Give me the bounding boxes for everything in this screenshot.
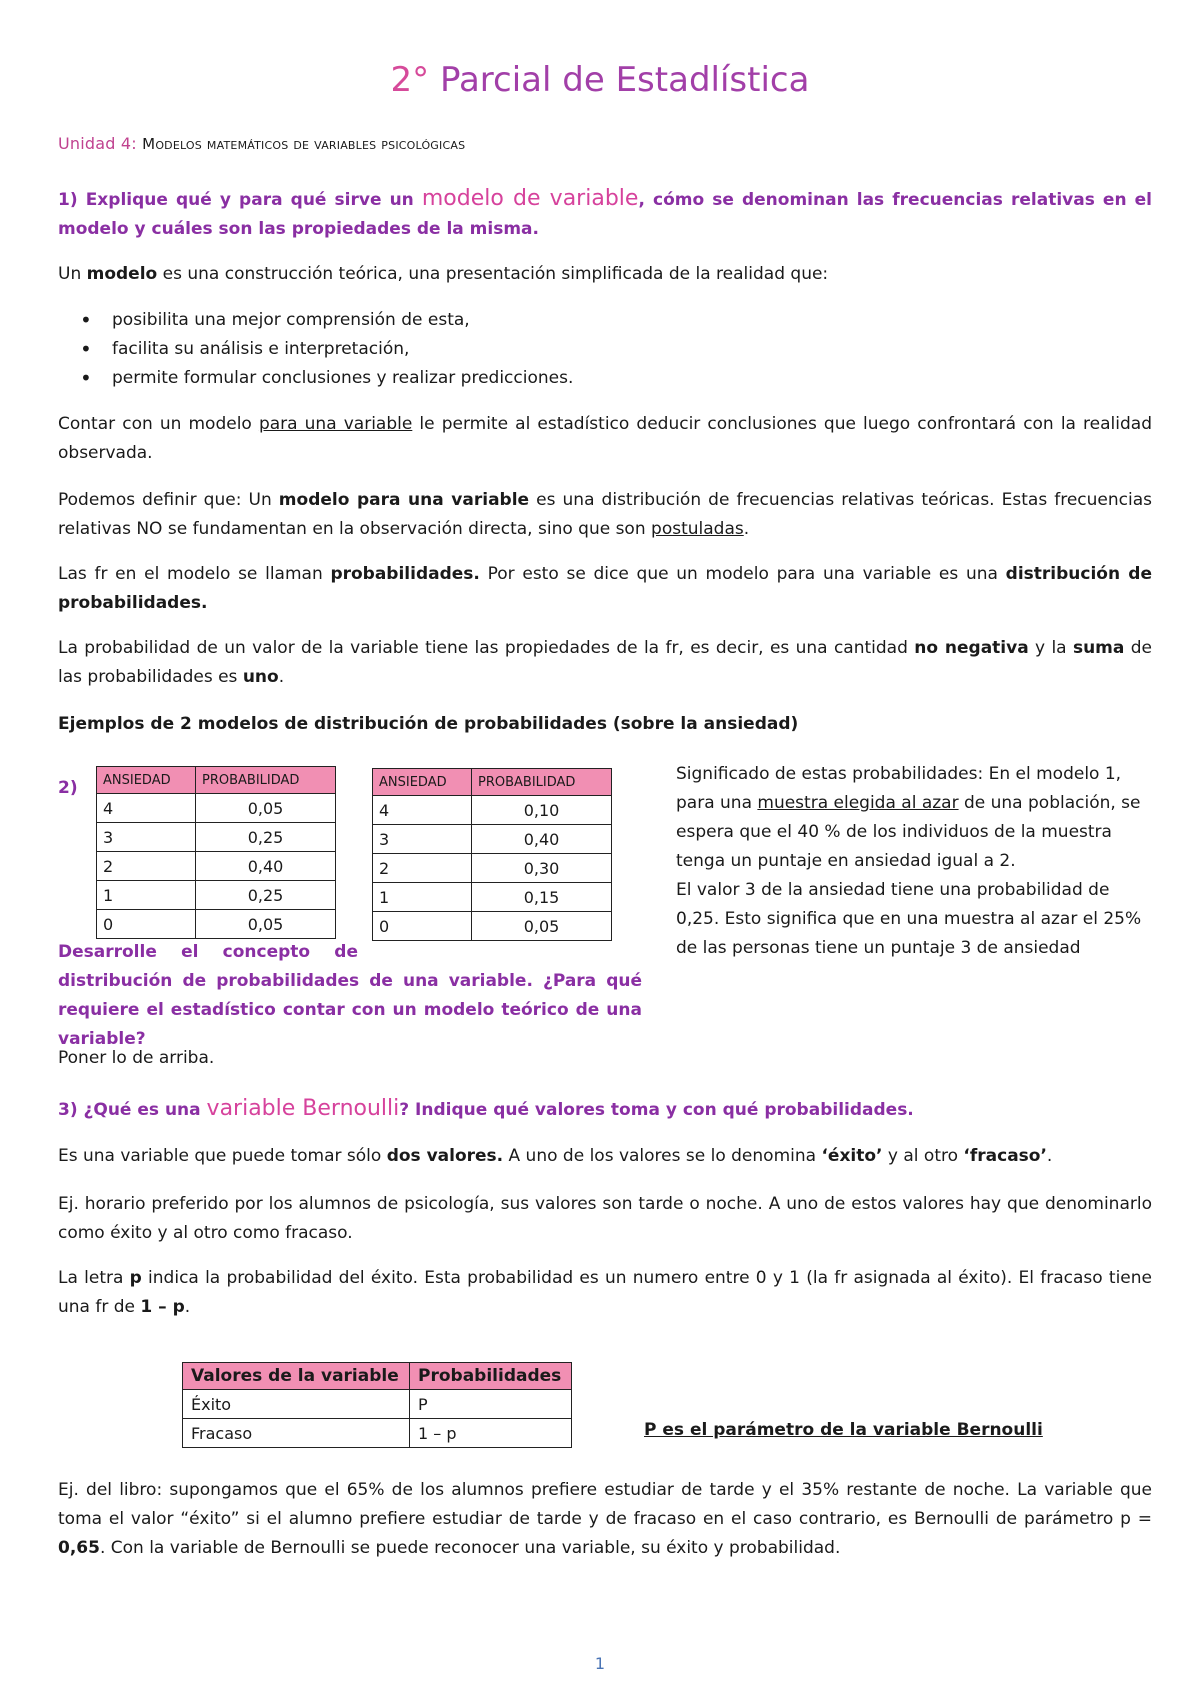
paragraph-properties: La probabilidad de un valor de la variable tiene las propiedades de la fr, es decir, es una cantidad no negativa y la suma de las probabilidades es uno. [58,638,1152,687]
table-row: 2 0,40 [97,852,336,881]
paragraph-bernoulli-definition: Es una variable que puede tomar sólo dos valores. A uno de los valores se lo denomina ‘éxito’ y al otro ‘fracaso’. [58,1146,1053,1166]
question-2-first-line: Desarrolle el concepto de [58,942,358,962]
question-3: 3) ¿Qué es una variable Bernoulli? Indique qué valores toma y con qué probabilidades. [58,1096,914,1121]
paragraph-book-example: Ej. del libro: supongamos que el 65% de los alumnos prefiere estudiar de tarde y el 35% restante de noche. La variable que toma el valor “éxito” si el alumno prefiere estudiar de tarde y de fracaso en el caso contrario, es Bernoulli de parámetro p = 0,65. Con la variable de Bernoulli se puede reconocer una variable, su éxito y probabilidad. [58,1480,1152,1558]
paragraph-model-definition: Un modelo es una construcción teórica, una presentación simplificada de la realidad que: [58,264,829,284]
parameter-note: P es el parámetro de la variable Bernoulli [644,1420,1043,1440]
table-bernoulli [182,1362,572,1448]
question-1: 1) Explique qué y para qué sirve un modelo de variable, cómo se denominan las frecuencias relativas en el modelo y cuáles son las propiedades de la misma. [58,186,1152,239]
table-row: 1 0,25 [97,881,336,910]
paragraph-answer-2: Poner lo de arriba. [58,1048,215,1068]
table-row: 2 0,30 [373,854,612,883]
table-row: 1 0,15 [373,883,612,912]
table-row: 4 0,05 [97,794,336,823]
table-row: Fracaso 1 – p [183,1419,572,1448]
paragraph-model-purpose: Contar con un modelo para una variable le permite al estadístico deducir conclusiones que luego confrontará con la realidad observada. [58,414,1152,463]
table-row: 4 0,10 [373,796,612,825]
table-row: 0 0,05 [373,912,612,941]
bullet-list [58,306,1152,393]
list-item: • posibilita una mejor comprensión de esta, [58,306,1152,335]
paragraph-example-schedule: Ej. horario preferido por los alumnos de psicología, sus valores son tarde o noche. A uno de estos valores hay que denominarlo como éxito y al otro como fracaso. [58,1194,1152,1243]
paragraph-model-variable: Podemos definir que: Un modelo para una variable es una distribución de frecuencias relativas teóricas. Estas frecuencias relativas NO se fundamentan en la observación directa, sino que son postuladas. [58,490,1153,539]
table-row: 3 0,25 [97,823,336,852]
list-item: • facilita su análisis e interpretación, [58,335,1152,364]
probabilities-meaning-note: Significado de estas probabilidades: En el modelo 1, para una muestra elegida al azar de una población, se espera que el 40 % de los individuos de la muestra tenga un puntaje en ansiedad igual a 2. El valor 3 de la ansiedad tiene una probabilidad de 0,25. Esto significa que en una muestra al azar el 25% de las personas tiene un puntaje 3 de ansiedad [676,764,1142,958]
question-2-label: 2) [58,778,78,798]
table-row: 3 0,40 [373,825,612,854]
paragraph-success-probability: La letra p indica la probabilidad del éxito. Esta probabilidad es un numero entre 0 y 1 (la fr asignada al éxito). El fracaso tiene una fr de 1 – p. [58,1268,1152,1317]
table-model-1 [96,766,336,939]
list-item: • permite formular conclusiones y realizar predicciones. [58,364,1152,393]
table-row: 0 0,05 [97,910,336,939]
page-number: 1 [594,1654,606,1673]
examples-heading: Ejemplos de 2 modelos de distribución de probabilidades (sobre la ansiedad) [58,714,799,734]
table-header: Valores de la variable [183,1363,410,1390]
table-header: PROBABILIDAD [472,769,612,796]
table-header: ANSIEDAD [373,769,472,796]
paragraph-probabilities: Las fr en el modelo se llaman probabilidades. Por esto se dice que un modelo para una variable es una distribución de probabilidades. [58,564,1152,613]
page-title: 2° Parcial de Estadlística [390,60,810,100]
unit-heading: Unidad 4: Modelos matemáticos de variables psicológicas [58,134,466,153]
table-model-2 [372,768,612,941]
question-2: distribución de probabilidades de una variable. ¿Para qué requiere el estadístico contar con un modelo teórico de una variable? [58,971,642,1049]
table-row: Éxito P [183,1390,572,1419]
table-header: Probabilidades [410,1363,572,1390]
table-header: ANSIEDAD [97,767,196,794]
table-header: PROBABILIDAD [196,767,336,794]
